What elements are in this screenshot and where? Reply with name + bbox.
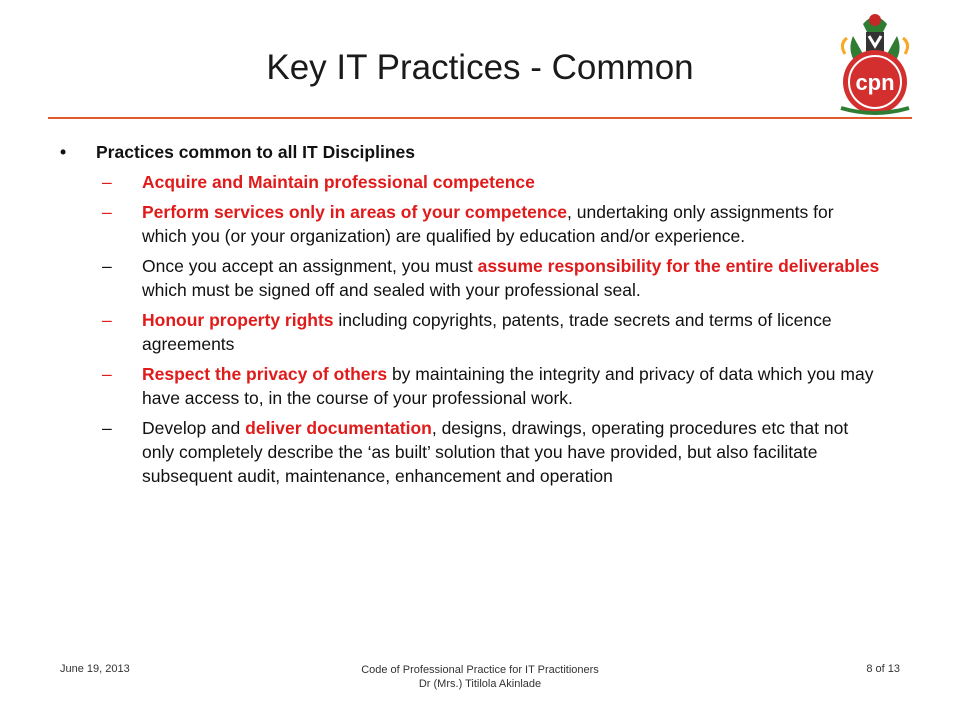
sub-bullet-item bbox=[60, 254, 900, 302]
sub-bullet-text bbox=[142, 308, 900, 356]
sub-bullet-text bbox=[142, 254, 900, 302]
highlighted-text: Respect the privacy of others bbox=[142, 364, 388, 384]
highlighted-text: Acquire and Maintain professional competence bbox=[142, 172, 535, 192]
title-divider bbox=[48, 117, 912, 119]
sub-bullet-text bbox=[142, 362, 900, 410]
sub-bullet-item bbox=[60, 200, 900, 248]
body-text: Develop and bbox=[142, 418, 246, 438]
footer-author: Dr (Mrs.) Titilola Akinlade bbox=[418, 678, 542, 690]
body-text: , undertaking only assignments for which you (or your organization) are qualified by education and/or experience. bbox=[142, 202, 834, 246]
highlighted-text: Honour property rights bbox=[142, 310, 334, 330]
highlighted-text: assume responsibility for the entire deliverables bbox=[477, 256, 880, 276]
sub-bullet-item bbox=[60, 170, 900, 194]
highlighted-text: deliver documentation bbox=[245, 418, 432, 438]
sub-bullet-dash: – bbox=[102, 364, 112, 384]
body-text: Once you accept an assignment, you must bbox=[142, 256, 478, 276]
footer-title: Code of Professional Practice for IT Practitioners bbox=[361, 664, 599, 676]
body-text: by maintaining the integrity and privacy of data which you may have access to, in the course of your professional work. bbox=[142, 364, 874, 408]
sub-bullet-dash: – bbox=[102, 172, 112, 192]
footer-center bbox=[60, 663, 900, 691]
sub-bullet-item bbox=[60, 362, 900, 410]
main-bullet bbox=[60, 140, 900, 164]
sub-bullet-text bbox=[142, 416, 900, 488]
body-text: which must be signed off and sealed with your professional seal. bbox=[142, 280, 641, 300]
sub-bullet-dash: – bbox=[102, 256, 112, 276]
body-text: , designs, drawings, operating procedures etc that not only completely describe the ‘as built’ solution that you have provided, but also facilitate subsequent audit, maintenance, enhancement and operation bbox=[142, 418, 849, 486]
sub-bullet-dash: – bbox=[102, 418, 112, 438]
slide-content bbox=[60, 140, 900, 488]
logo-text: cpn bbox=[855, 70, 895, 95]
footer-date: June 19, 2013 bbox=[60, 663, 130, 675]
sub-bullet-item bbox=[60, 308, 900, 356]
footer-page-number: 8 of 13 bbox=[866, 663, 900, 675]
sub-bullet-dash: – bbox=[102, 310, 112, 330]
highlighted-text: Perform services only in areas of your competence bbox=[142, 202, 568, 222]
sub-bullet-text bbox=[142, 200, 900, 248]
body-text: including copyrights, patents, trade secrets and terms of licence agreements bbox=[142, 310, 832, 354]
slide-title: Key IT Practices - Common bbox=[266, 48, 694, 87]
bullet-text: Practices common to all IT Disciplines bbox=[96, 142, 415, 162]
bullet-dot: • bbox=[60, 142, 67, 162]
sub-bullet-dash: – bbox=[102, 202, 112, 222]
sub-bullet-item bbox=[60, 416, 900, 488]
cpn-logo bbox=[833, 10, 917, 116]
sub-bullet-text bbox=[142, 170, 900, 194]
sub-bullet-list bbox=[60, 170, 900, 488]
